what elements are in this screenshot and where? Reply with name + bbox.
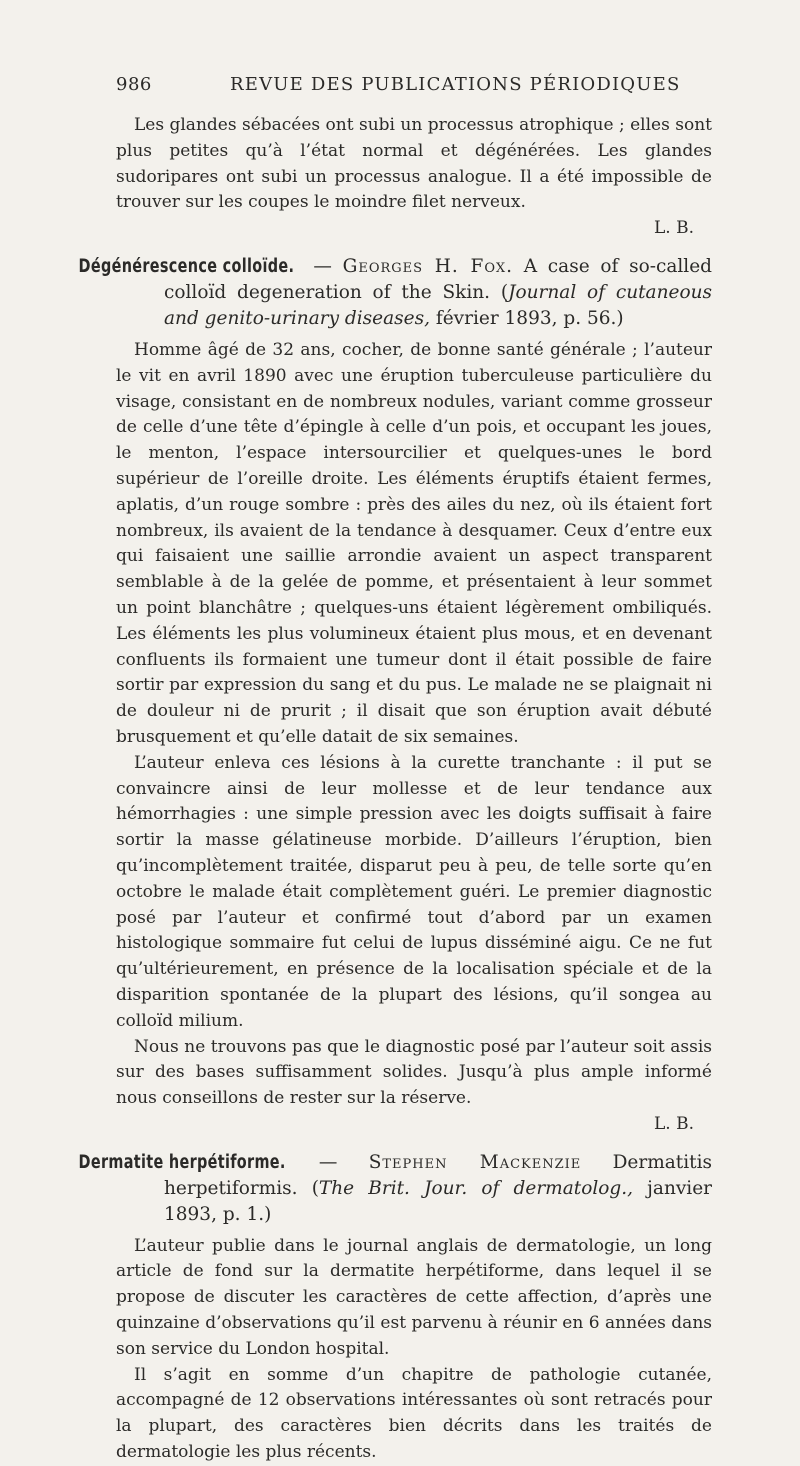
- heading-dash: —: [318, 1151, 338, 1173]
- heading-dash: —: [313, 255, 332, 277]
- source-open: (: [500, 281, 509, 303]
- source-details: janvier 1893, p. 1.): [164, 1177, 713, 1225]
- article-paragraph: L’auteur enleva ces lésions à la curette tranchante : il put se convaincre ainsi de leur mollesse et de leur tendance aux hémorrhagies : une simple pression avec les doigts suffisait à faire sortir la masse gélatineuse morbide. D’ailleurs l’éruption, bien qu’incomplètement traitée, disparut peu à peu, de telle sorte qu’en octobre le malade était complètement guéri. Le premier diagnostic posé par l’auteur et confirmé tout d’abord par un examen histologique sommaire fut celui de lupus disséminé aigu. Ce ne fut qu’ultérieurement, en présence de la localisation spéciale et de la disparition spontanée de la plupart des lésions, qu’il songea au colloïd milium.: [116, 752, 712, 1031]
- article-heading: [78, 1150, 713, 1228]
- article-paragraph: Il s’agit en somme d’un chapitre de pathologie cutanée, accompagné de 12 observations intéressantes où sont retracés pour la plupart, des caractères bien décrits dans les traités de dermatologie les plus récents.: [116, 1364, 712, 1463]
- article-title: A case of so-called colloïd degeneration of the Skin.: [164, 255, 712, 303]
- article-keyword: Dégénérescence colloïde.: [78, 255, 295, 277]
- journal-name: Journal of cutaneous and genito-urinary diseases,: [164, 281, 712, 329]
- article-paragraph: Nous ne trouvons pas que le diagnostic posé par l’auteur soit assis sur des bases suffisamment solides. Jusqu’à plus ample informé nous conseillons de rester sur la réserve.: [116, 1036, 712, 1109]
- article-keyword: Dermatite herpétiforme.: [78, 1151, 286, 1173]
- running-title: REVUE DES PUBLICATIONS PÉRIODIQUES: [230, 74, 681, 95]
- article-author: Stephen Mackenzie: [368, 1151, 582, 1173]
- page-header: [116, 74, 712, 104]
- page-body: [78, 113, 713, 1466]
- article-paragraph: L’auteur publie dans le journal anglais de dermatologie, un long article de fond sur la dermatite herpétiforme, dans lequel il se propose de discuter les caractères de cette affection, d’après une quinzaine d’observations qu’il est parvenu à réunir en 6 années dans son service du London hospital.: [116, 1235, 712, 1359]
- source-details: février 1893, p. 56.): [435, 307, 624, 329]
- signature: L. B.: [654, 1113, 694, 1134]
- page-number: 986: [116, 74, 152, 95]
- article-paragraph: Homme âgé de 32 ans, cocher, de bonne santé générale ; l’auteur le vit en avril 1890 avec une éruption tuberculeuse particulière du visage, consistant en de nombreux nodules, variant comme grosseur de celle d’une tête d’épingle à celle d’un pois, et occupant les joues, le menton, l’espace intersourcilier et quelques-unes le bord supérieur de l’oreille droite. Les éléments éruptifs étaient fermes, aplatis, d’un rouge sombre : près des ailes du nez, où ils étaient fort nombreux, ils avaient de la tendance à desquamer. Ceux d’entre eux qui faisaient une saillie arrondie avaient un aspect transparent semblable à de la gelée de pomme, et présentaient à leur sommet un point blanchâtre ; quelques-uns étaient légèrement ombiliqués. Les éléments les plus volumineux étaient plus mous, et en devenant confluents ils formaient une tumeur dont il était possible de faire sortir par expression du sang et du pus. Le malade ne se plaignait ni de douleur ni de prurit ; il disait que son éruption avait débuté brusquement et qu’elle datait de six semaines.: [116, 339, 712, 747]
- article-heading: [78, 254, 712, 332]
- article-author: Georges H. Fox.: [342, 255, 513, 277]
- continuation-paragraph: Les glandes sébacées ont subi un processus atrophique ; elles sont plus petites qu’à l’état normal et dégénérées. Les glandes sudoripares ont subi un processus analogue. Il a été impossible de trouver sur les coupes le moindre filet nerveux.: [116, 115, 712, 213]
- signature: L. B.: [654, 218, 694, 239]
- source-open: (: [311, 1177, 319, 1199]
- journal-name: The Brit. Jour. of dermatolog.,: [318, 1177, 633, 1199]
- article-title: Dermatitis herpetiformis.: [164, 1151, 712, 1199]
